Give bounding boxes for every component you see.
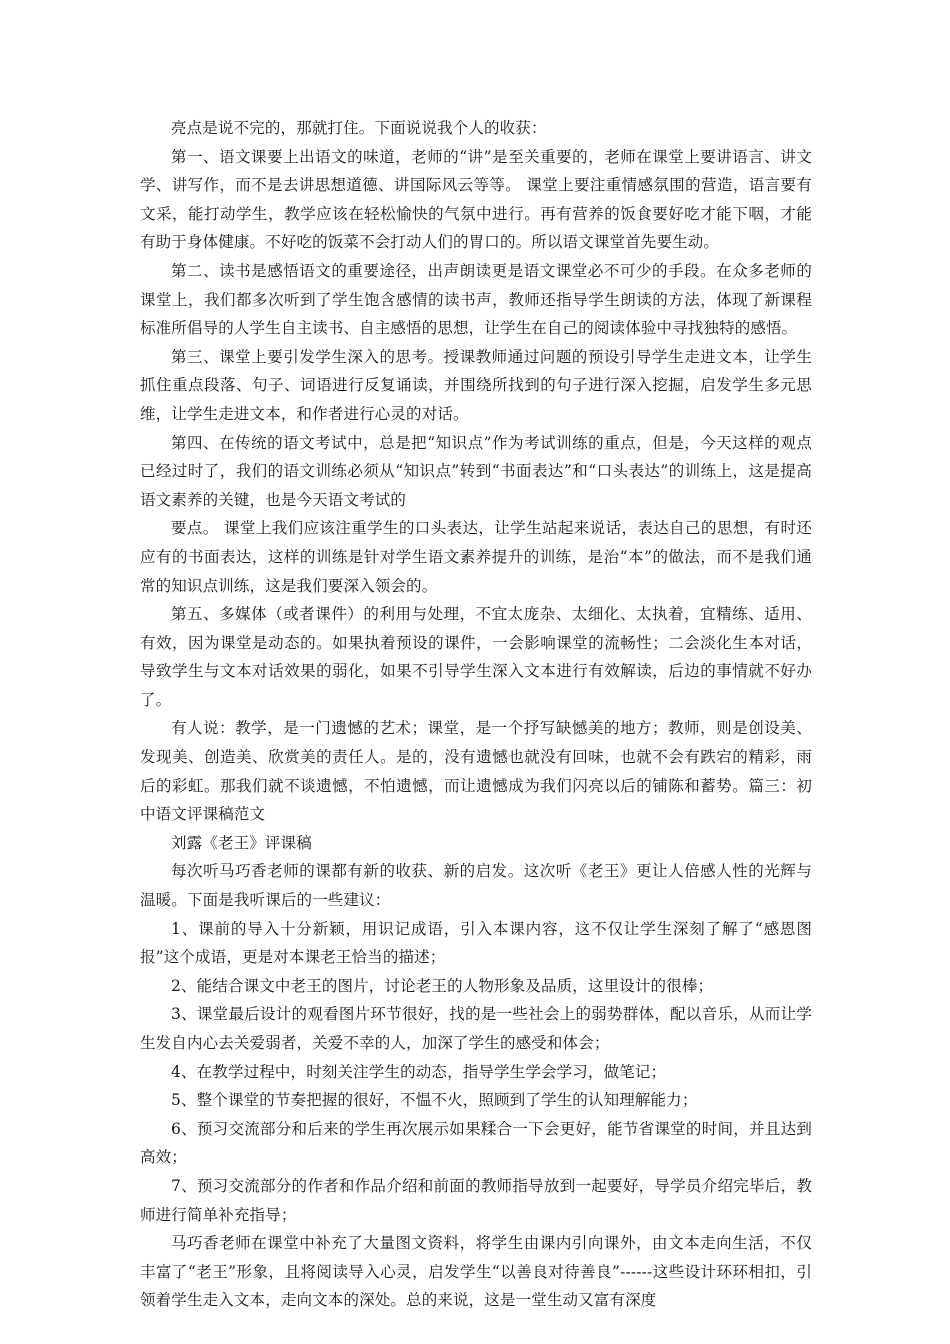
paragraph: 每次听马巧香老师的课都有新的收获、新的启发。这次听《老王》更让人倍感人性的光辉与温暖。下面是我听课后的一些建议： [140,862,812,910]
list-item: 7、预习交流部分的作者和作品介绍和前面的教师指导放到一起要好，导学员介绍完毕后，教师进行简单补充指导； [140,1176,812,1224]
list-item: 5、整个课堂的节奏把握的很好，不愠不火，照顾到了学生的认知理解能力； [171,1091,698,1110]
paragraph: 第三、课堂上要引发学生深入的思考。授课教师通过问题的预设引导学生走进文本，让学生抓住重点段落、句子、词语进行反复诵读，并围绕所找到的句子进行深入挖掘，启发学生多元思维，让学生走进文本，和作者进行心灵的对话。 [140,347,812,423]
paragraph: 第二、读书是感悟语文的重要途径，出声朗读更是语文课堂必不可少的手段。在众多老师的课堂上，我们都多次听到了学生饱含感情的读书声，教师还指导学生朗读的方法，体现了新课程标准所倡导的人学生自主读书、自主感悟的思想，让学生在自己的阅读体验中寻找独特的感悟。 [140,261,812,338]
paragraph: 要点。 课堂上我们应该注重学生的口头表达，让学生站起来说话，表达自己的思想，有时还应有的书面表达，这样的训练是针对学生语文素养提升的训练，是治“本”的做法，而不是我们通常的知识点训练，这是我们要深入领会的。 [140,519,812,595]
list-item: 2、能结合课文中老王的图片，讨论老王的人物形象及品质，这里设计的很棒； [171,976,714,995]
paragraph: 第一、语文课要上出语文的味道，老师的“讲”是至关重要的，老师在课堂上要讲语言、讲文学、讲写作，而不是去讲思想道德、讲国际风云等等。 课堂上要注重情感氛围的营造，语言要有文采，能打动学生，教学应该在轻松愉快的气氛中进行。再有营养的饭食要好吃才能下咽，才能有助于身体健康。不好吃的饭菜不会打动人们的胃口的。所以语文课堂首先要生动。 [140,147,812,252]
list-item: 1、课前的导入十分新颖，用识记成语，引入本课内容，这不仅让学生深刻了解了“感恩图报”这个成语，更是对本课老王恰当的描述； [140,919,812,967]
document-body [140,114,812,1315]
list-item: 4、在教学过程中，时刻关注学生的动态，指导学生学会学习，做笔记； [171,1062,667,1081]
list-item: 6、预习交流部分和后来的学生再次展示如果糅合一下会更好，能节省课堂的时间，并且达到高效； [140,1119,812,1167]
paragraph: 马巧香老师在课堂中补充了大量图文资料，将学生由课内引向课外，由文本走向生活，不仅丰富了“老王”形象，且将阅读导入心灵，启发学生“以善良对待善良”------这些设计环环相扣，引领着学生走入文本，走向文本的深处。总的来说，这是一堂生动又富有深度 [140,1234,812,1310]
list-item: 3、课堂最后设计的观看图片环节很好，找的是一些社会上的弱势群体，配以音乐，从而让学生发自内心去关爱弱者，关爱不幸的人，加深了学生的感受和体会； [140,1005,812,1052]
paragraph: 第四、在传统的语文考试中，总是把“知识点”作为考试训练的重点，但是，今天这样的观点已经过时了，我们的语文训练必须从“知识点”转到“书面表达”和“口头表达”的训练上，这是提高语文素养的关键，也是今天语文考试的 [140,433,812,509]
paragraph: 第五、多媒体（或者课件）的利用与处理，不宜太庞杂、太细化、太执着，宜精练、适用、有效，因为课堂是动态的。如果执着预设的课件，一会影响课堂的流畅性；二会淡化生本对话，导致学生与文本对话效果的弱化，如果不引导学生深入文本进行有效解读，后边的事情就不好办了。 [140,605,812,709]
paragraph: 有人说：教学，是一门遗憾的艺术；课堂，是一个抒写缺憾美的地方；教师，则是创设美、发现美、创造美、欣赏美的责任人。是的，没有遗憾也就没有回味，也就不会有跌宕的精彩，雨后的彩虹。那我们就不谈遗憾，不怕遗憾，而让遗憾成为我们闪亮以后的铺陈和蓄势。篇三：初中语文评课稿范文 [140,719,812,824]
paragraph: 亮点是说不完的，那就打住。下面说说我个人的收获： [171,119,547,137]
section-title: 刘露《老王》评课稿 [171,833,312,852]
